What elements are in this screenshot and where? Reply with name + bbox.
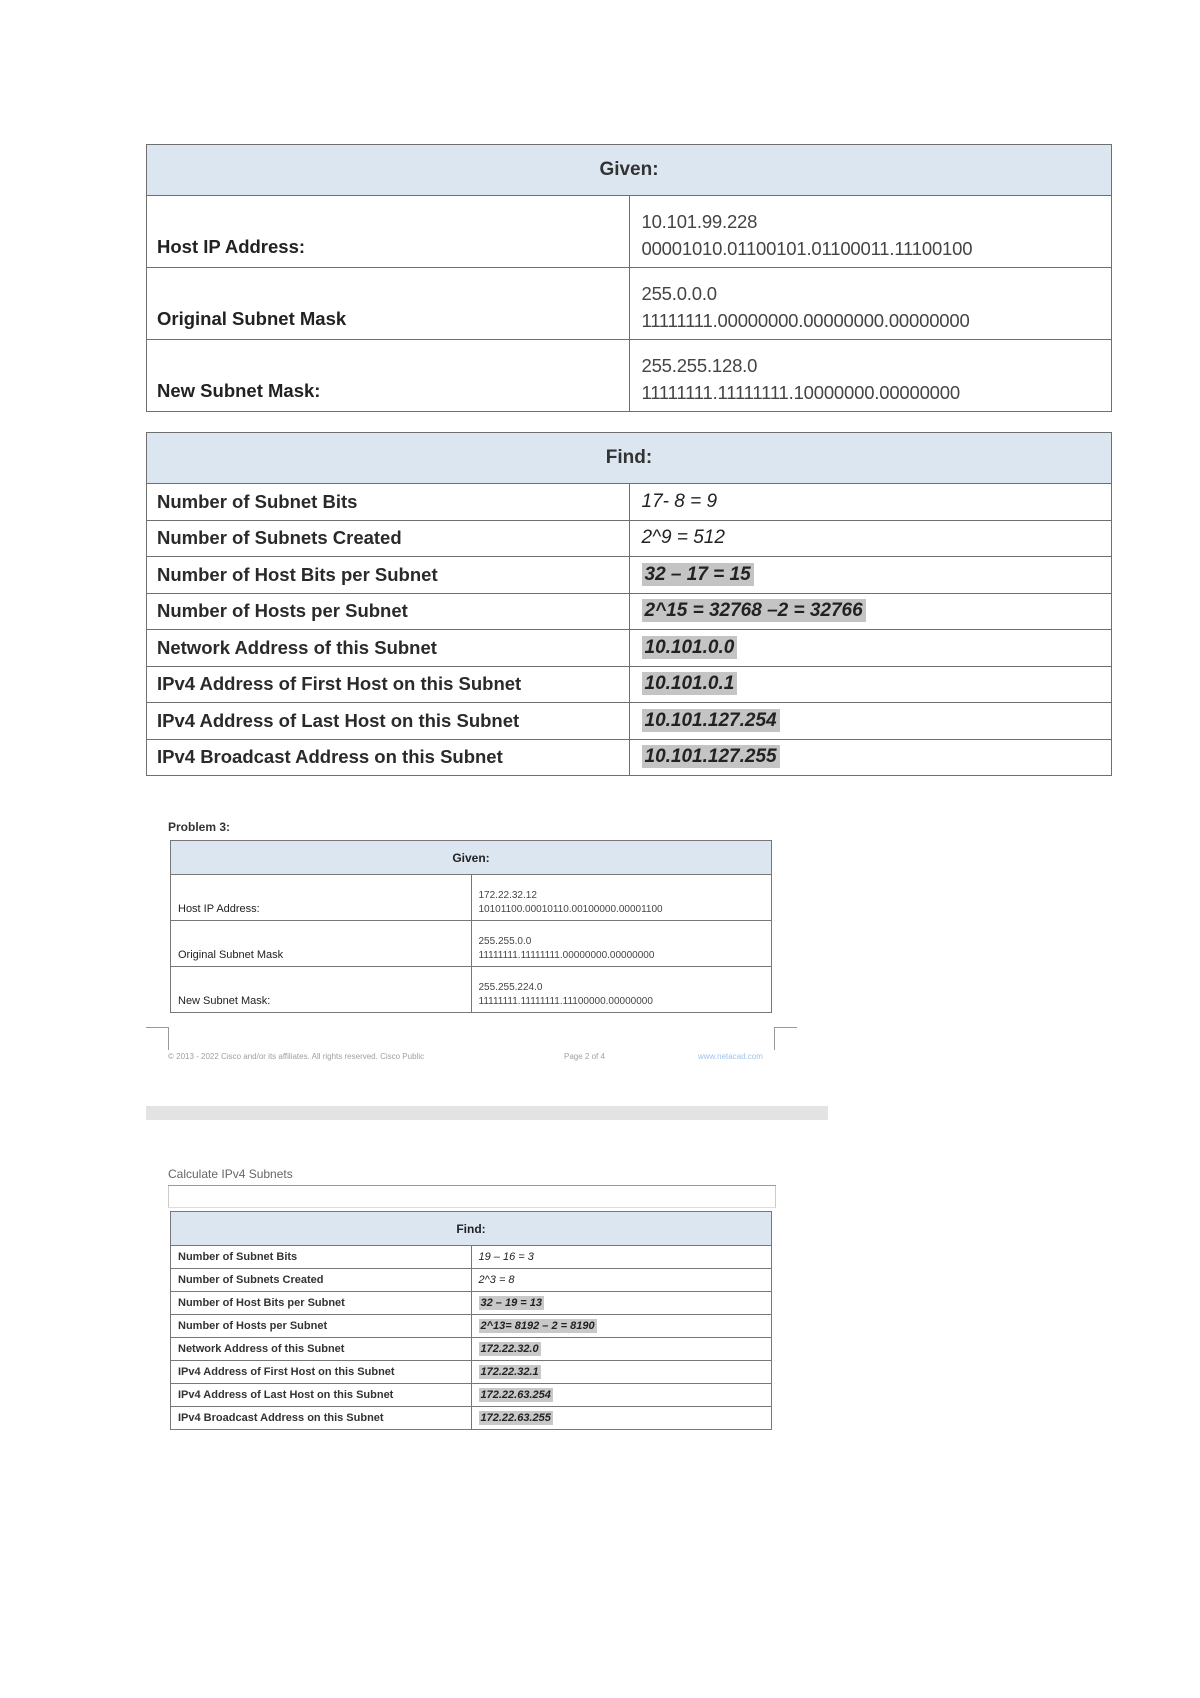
p3-broadcast-label: IPv4 Broadcast Address on this Subnet	[171, 1407, 472, 1430]
host-ip-value	[629, 196, 1112, 268]
problem-3-title: Problem 3:	[168, 820, 231, 834]
table-row	[147, 703, 1112, 740]
table-row	[147, 557, 1112, 594]
p3-new-mask-decimal: 255.255.224.0	[478, 982, 543, 993]
p3-new-mask-label: New Subnet Mask:	[171, 967, 472, 1013]
network-address-value: 10.101.0.0	[642, 636, 738, 659]
p3-original-mask-binary: 11111111.11111111.00000000.00000000	[478, 950, 655, 961]
last-host-label: IPv4 Address of Last Host on this Subnet	[147, 703, 630, 740]
p3-network-address-label: Network Address of this Subnet	[171, 1338, 472, 1361]
hosts-per-subnet-value: 2^15 = 32768 –2 = 32766	[642, 599, 866, 622]
p3-host-bits-label: Number of Host Bits per Subnet	[171, 1292, 472, 1315]
new-mask-label: New Subnet Mask:	[147, 340, 630, 412]
p3-network-address-value: 172.22.32.0	[480, 1343, 539, 1355]
footer-copyright: © 2013 - 2022 Cisco and/or its affiliates. All rights reserved. Cisco Public	[168, 1052, 425, 1061]
p3-original-mask-label: Original Subnet Mask	[171, 921, 472, 967]
table-row	[171, 1338, 772, 1361]
new-mask-decimal: 255.255.128.0	[641, 355, 758, 376]
host-ip-label: Host IP Address:	[147, 196, 630, 268]
problem-3-given-header: Given:	[171, 841, 772, 875]
last-host-value: 10.101.127.254	[642, 709, 780, 732]
table-row	[147, 268, 1112, 340]
table-row	[171, 1407, 772, 1430]
p3-subnet-bits-value: 19 – 16 = 3	[478, 1251, 534, 1263]
p3-host-ip-value	[471, 875, 772, 921]
p3-hosts-per-subnet-value: 2^13= 8192 – 2 = 8190	[480, 1320, 595, 1332]
crop-mark-right	[774, 1027, 797, 1050]
p3-host-bits-value: 32 – 19 = 13	[480, 1297, 542, 1309]
p3-host-ip-decimal: 172.22.32.12	[478, 890, 537, 901]
table-row	[171, 967, 772, 1013]
table-row	[171, 875, 772, 921]
p3-new-mask-binary: 11111111.11111111.11100000.00000000	[478, 996, 653, 1007]
p3-host-ip-binary: 10101100.00010110.00100000.00001100	[478, 904, 663, 915]
p3-original-mask-decimal: 255.255.0.0	[478, 936, 532, 947]
first-host-value: 10.101.0.1	[642, 672, 738, 695]
table-row	[147, 484, 1112, 521]
page-separator	[146, 1106, 828, 1120]
footer-site-link[interactable]: www.netacad.com	[698, 1052, 763, 1061]
host-ip-binary: 00001010.01100101.01100011.11100100	[641, 238, 973, 259]
original-mask-value	[629, 268, 1112, 340]
original-mask-decimal: 255.0.0.0	[641, 283, 717, 304]
p3-first-host-label: IPv4 Address of First Host on this Subnet	[171, 1361, 472, 1384]
subnet-bits-value: 17- 8 = 9	[641, 490, 718, 512]
table-row	[147, 520, 1112, 557]
table-row	[147, 196, 1112, 268]
subnets-created-label: Number of Subnets Created	[147, 520, 630, 557]
new-mask-binary: 11111111.11111111.10000000.00000000	[641, 382, 960, 403]
find-table	[146, 432, 1112, 776]
table-row	[171, 1384, 772, 1407]
subnet-bits-label: Number of Subnet Bits	[147, 484, 630, 521]
find-header: Find:	[147, 433, 1112, 484]
table-row	[147, 340, 1112, 412]
p3-first-host-value: 172.22.32.1	[480, 1366, 539, 1378]
p3-subnets-created-value: 2^3 = 8	[478, 1274, 515, 1286]
table-row	[147, 739, 1112, 776]
host-bits-label: Number of Host Bits per Subnet	[147, 557, 630, 594]
host-ip-decimal: 10.101.99.228	[641, 211, 758, 232]
problem-3-given-table	[170, 840, 772, 1013]
hosts-per-subnet-label: Number of Hosts per Subnet	[147, 593, 630, 630]
p3-broadcast-value: 172.22.63.255	[480, 1412, 551, 1424]
p3-last-host-value: 172.22.63.254	[480, 1389, 551, 1401]
problem-3-find-table	[170, 1211, 772, 1430]
new-mask-value	[629, 340, 1112, 412]
footer-page: Page 2 of 4	[564, 1052, 605, 1061]
p3-host-ip-label: Host IP Address:	[171, 875, 472, 921]
first-host-label: IPv4 Address of First Host on this Subnet	[147, 666, 630, 703]
p3-last-host-label: IPv4 Address of Last Host on this Subnet	[171, 1384, 472, 1407]
problem-3-find-header: Find:	[171, 1212, 772, 1246]
host-bits-value: 32 – 17 = 15	[642, 563, 754, 586]
original-mask-label: Original Subnet Mask	[147, 268, 630, 340]
subnets-created-value: 2^9 = 512	[641, 527, 725, 549]
original-mask-binary: 11111111.00000000.00000000.00000000	[641, 310, 970, 331]
table-row	[147, 666, 1112, 703]
p3-hosts-per-subnet-label: Number of Hosts per Subnet	[171, 1315, 472, 1338]
p3-new-mask-value	[471, 967, 772, 1013]
network-address-label: Network Address of this Subnet	[147, 630, 630, 667]
broadcast-value: 10.101.127.255	[642, 745, 780, 768]
table-row	[171, 921, 772, 967]
p3-original-mask-value	[471, 921, 772, 967]
table-row	[171, 1361, 772, 1384]
table-row	[147, 630, 1112, 667]
given-table	[146, 144, 1112, 412]
calc-header-box	[168, 1186, 776, 1208]
table-row	[171, 1269, 772, 1292]
table-row	[147, 593, 1112, 630]
table-row	[171, 1315, 772, 1338]
calc-title: Calculate IPv4 Subnets	[168, 1167, 293, 1181]
broadcast-label: IPv4 Broadcast Address on this Subnet	[147, 739, 630, 776]
table-row	[171, 1292, 772, 1315]
crop-mark-left	[146, 1027, 169, 1050]
table-row	[171, 1246, 772, 1269]
p3-subnet-bits-label: Number of Subnet Bits	[171, 1246, 472, 1269]
given-header: Given:	[147, 145, 1112, 196]
p3-subnets-created-label: Number of Subnets Created	[171, 1269, 472, 1292]
